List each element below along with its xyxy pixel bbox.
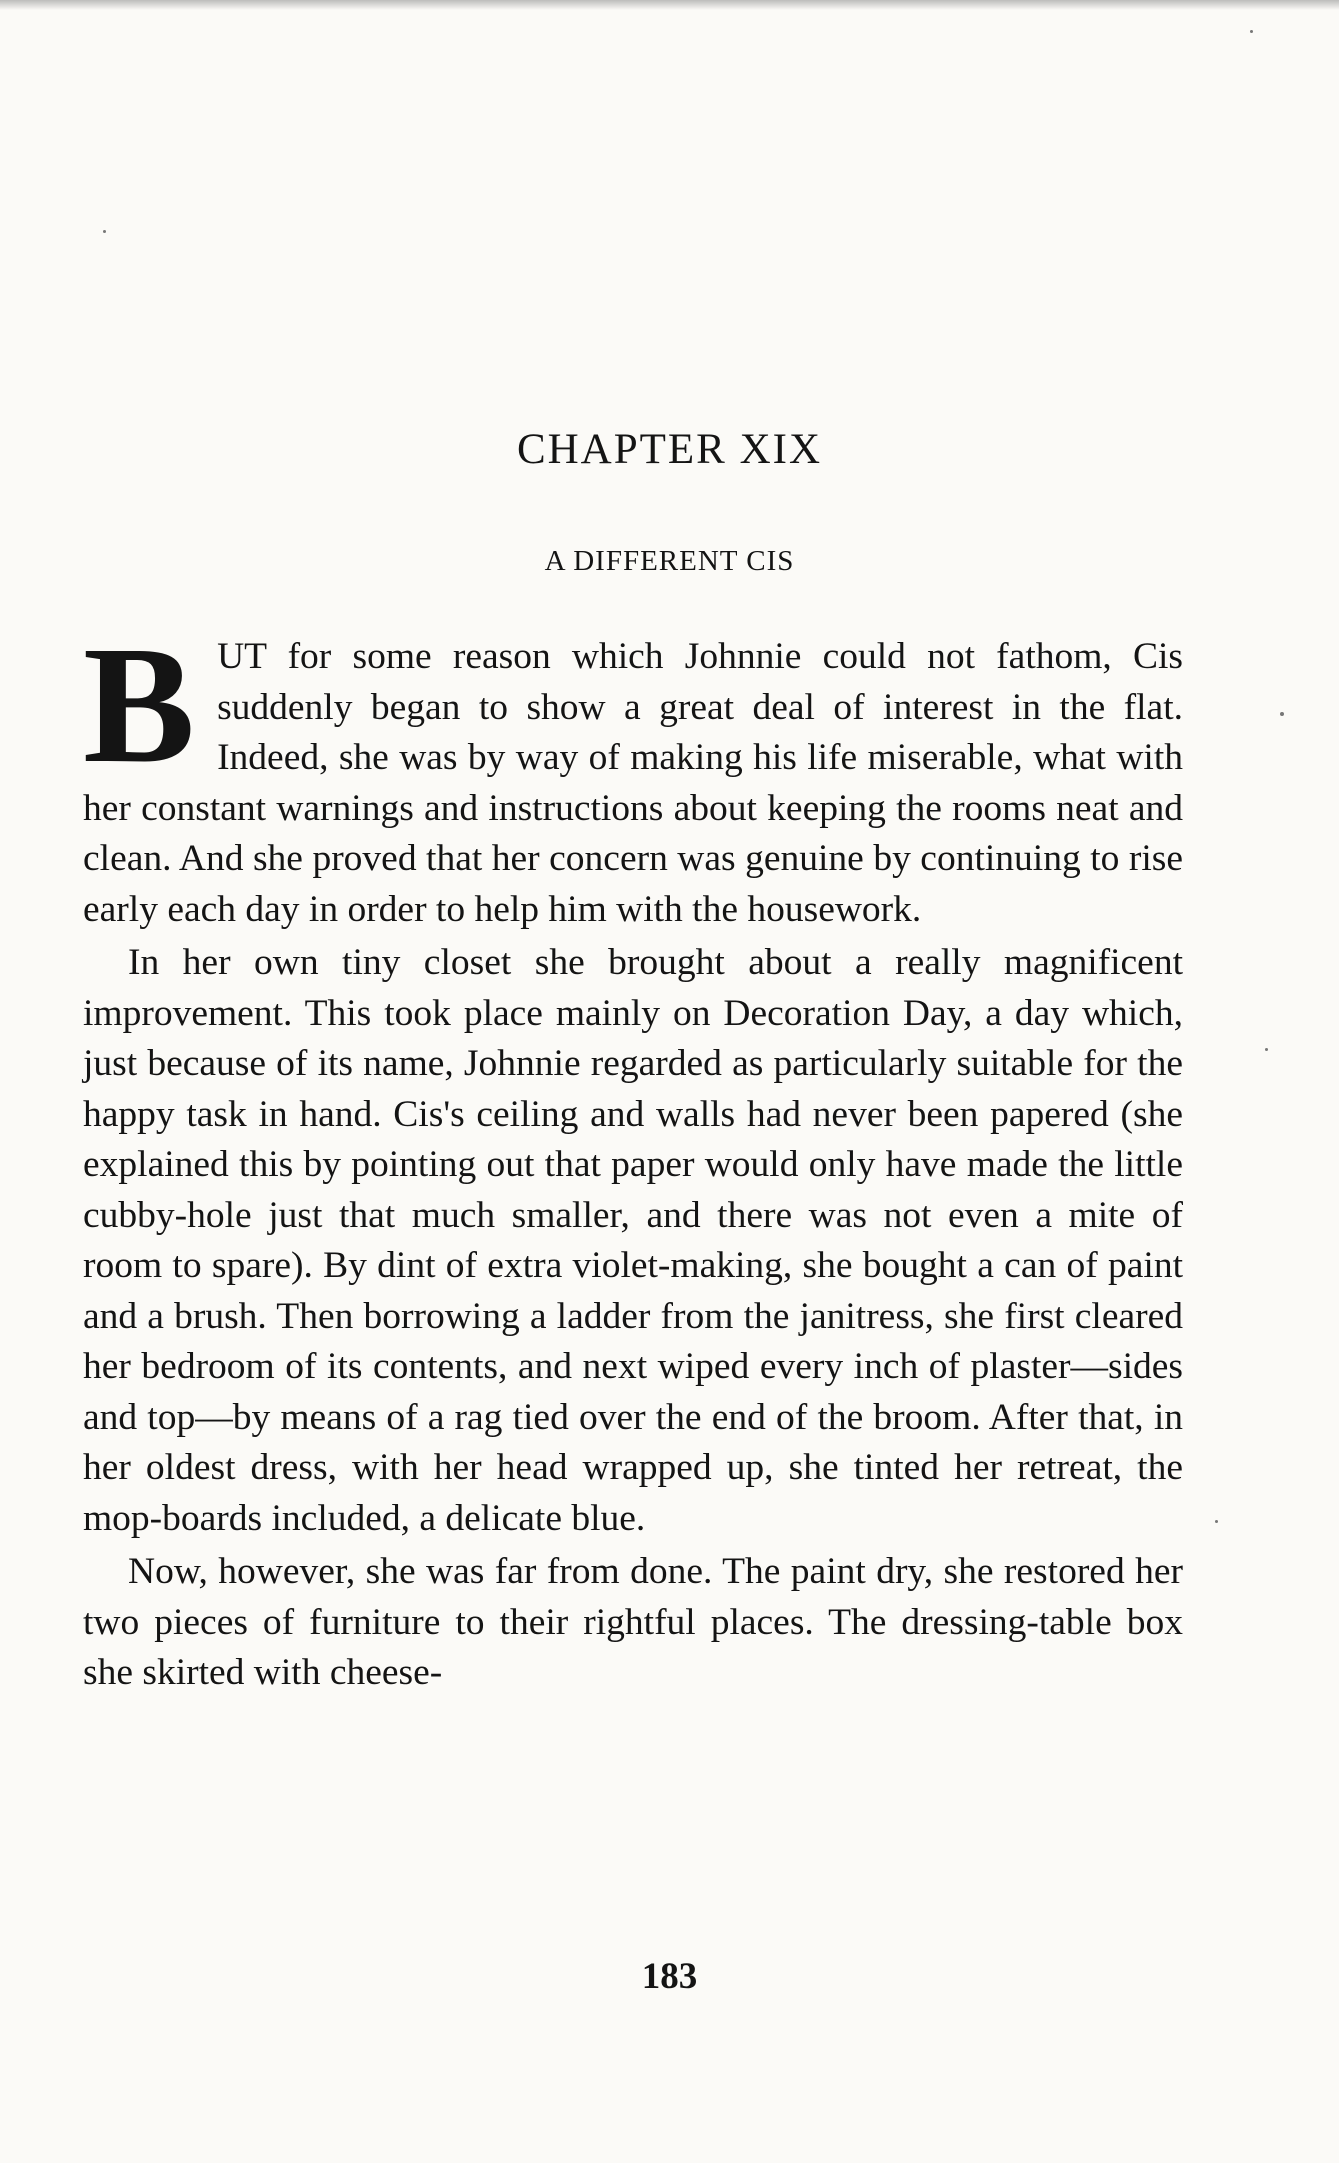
paragraph-2: In her own tiny closet she brought about a really magnificent improvement. This took place mainly on Decoration Day, a day which, just because of its name, Johnnie regarded as particularly suitable for the happy task in hand. Cis's ceiling and walls had never been papered (she explained this by pointing out that paper would only have made the little cubby-hole just that much smaller, and there was not even a mite of room to spare). By dint of extra violet-making, she bought a can of paint and a brush. Then borrowing a ladder from the janitress, she first cleared her bedroom of its contents, and next wiped every inch of plaster—sides and top—by means of a rag tied over the end of the broom. After that, in her oldest dress, with her head wrapped up, she tinted her retreat, the mop-boards included, a delicate blue.: [83, 942, 1183, 1539]
chapter-subtitle: A DIFFERENT CIS: [544, 545, 795, 577]
chapter-title: CHAPTER XIX: [516, 426, 823, 473]
scan-speck: [103, 230, 106, 233]
scan-speck: [1280, 712, 1284, 716]
paragraph-3: Now, however, she was far from done. The paint dry, she restored her two pieces of furniture to their rightful places. The dressing-table box she skirted with cheese-: [83, 1551, 1183, 1693]
scan-speck: [1250, 30, 1253, 33]
drop-cap: B: [83, 612, 196, 798]
paragraph-1: [83, 612, 1183, 935]
scan-top-edge: [0, 0, 1339, 10]
scan-speck: [1265, 1048, 1268, 1051]
page-number: 183: [641, 1956, 698, 1997]
paragraph-1-text: UT for some reason which Johnnie could not fathom, Cis suddenly began to show a great deal of interest in the flat. Indeed, she was by way of making his life miserable, what with her constant warnings and instructions about keeping the rooms neat and clean. And she proved that her concern was genuine by continuing to rise early each day in order to help him with the housework.: [83, 636, 1183, 930]
scan-speck: [1215, 1520, 1218, 1523]
body-text: [83, 612, 1183, 1699]
